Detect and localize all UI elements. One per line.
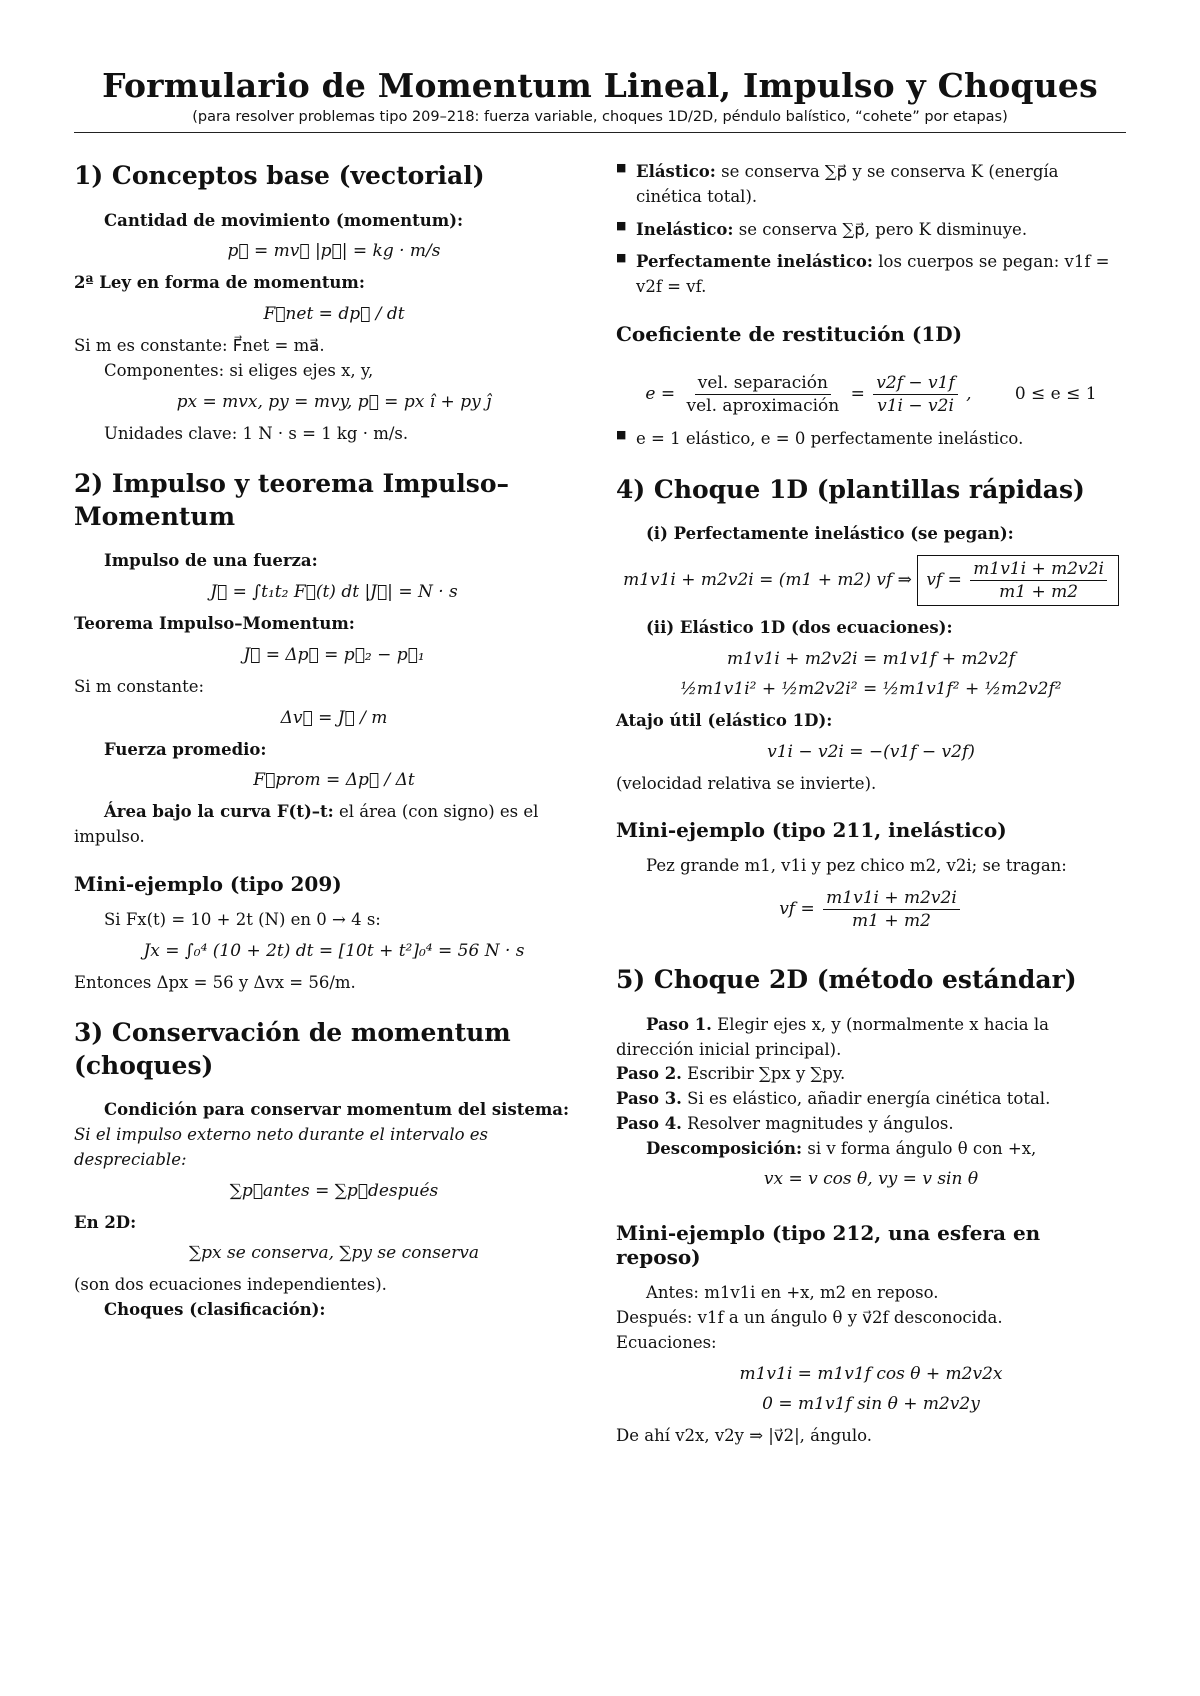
equation-delta-v: Δv⃗ = J⃗ / m (280, 707, 388, 728)
equation-example: vf = $\frac{m1v1i + m2v2i}{m1 + m2}$ (616, 887, 1126, 932)
right-column (616, 160, 1126, 1448)
paso-3: Paso 3. Si es elástico, añadir energía cinética total. (616, 1089, 1051, 1109)
equation-inelastico: m1v1i + m2v2i = (m1 + m2) vf ⇒ vf = $\frac{m1v1i + m2v2i}{m1 + m2}$ (616, 555, 1126, 606)
restitucion-list (616, 427, 1126, 452)
despues: Después: v1f a un ángulo θ y v⃗2f desconocida. (616, 1308, 1003, 1328)
document-header (74, 66, 1126, 125)
choques-clasificacion-list (616, 160, 1126, 300)
inelastico-label: (i) Perfectamente inelástico (se pegan): (646, 524, 1014, 544)
section-title: Coeficiente de restitución (1D) (616, 321, 963, 346)
equation-2d: ∑px se conserva, ∑py se conserva (189, 1243, 479, 1264)
document-subtitle: (para resolver problemas tipo 209–218: fuerza variable, choques 1D/2D, péndulo balístico, “cohete” por etapas) (192, 109, 1008, 125)
area-bajo-curva: Área bajo la curva F(t)–t: el área (con signo) es el impulso. (74, 802, 539, 846)
fuerza-promedio-label: Fuerza promedio: (104, 739, 267, 759)
section-mini-ejemplo-209 (74, 872, 594, 996)
si-m-constante: Si m es constante: F⃗net = ma⃗. (74, 336, 325, 355)
choques-label: Choques (clasificación): (104, 1300, 326, 1319)
componentes-label: Componentes: si eliges ejes x, y, (104, 360, 374, 380)
velocidad-relativa: (velocidad relativa se invierte). (616, 773, 877, 793)
header-rule (74, 132, 1126, 133)
paso-1: Paso 1. Elegir ejes x, y (normalmente x hacia la dirección inicial principal). (616, 1014, 1049, 1059)
list-item: ■ e = 1 elástico, e = 0 perfectamente inelástico. (636, 427, 1126, 452)
condicion-text: Si el impulso externo neto durante el intervalo es despreciable: (74, 1125, 489, 1169)
section-choque-1d (616, 474, 1126, 797)
elastico-label: (ii) Elástico 1D (dos ecuaciones): (646, 618, 953, 638)
section-mini-ejemplo-212 (616, 1221, 1126, 1448)
section-mini-ejemplo-211 (616, 818, 1126, 932)
equation-momentum: p⃗ = mv⃗ |p⃗| = kg · m/s (227, 241, 441, 262)
list-item: ■ Elástico: se conserva ∑p⃗ y se conserva K (energía cinética total). (636, 160, 1126, 210)
equation-componentes: px = mvx, py = mvy, p⃗ = px î + py ĵ (176, 391, 492, 412)
left-column (74, 160, 594, 1323)
atajo-label: Atajo útil (elástico 1D): (616, 710, 833, 730)
equation-restitucion: e = $\frac{\text{vel. separación}}{\text{vel. aproximación}}$ = $\frac{v2f - v1f}{v1i - v2i}$ , 0 ≤ e ≤ 1 (645, 372, 1097, 416)
equation-teorema: J⃗ = Δp⃗ = p⃗₂ − p⃗₁ (243, 644, 425, 665)
section-conservacion (74, 1017, 594, 1323)
unidades-clave: Unidades clave: 1 N · s = 1 kg · m/s. (104, 423, 409, 443)
section-title: 3) Conservación de momentum (choques) (74, 1018, 511, 1080)
paso-2: Paso 2. Escribir ∑px y ∑py. (616, 1064, 846, 1084)
en-2d-label: En 2D: (74, 1212, 137, 1232)
si-m-constante-2: Si m constante: (74, 676, 205, 696)
dos-ecuaciones: (son dos ecuaciones independientes). (74, 1275, 387, 1295)
ecuaciones-label: Ecuaciones: (616, 1332, 717, 1352)
equation-fnet: F⃗net = dp⃗ / dt (263, 304, 405, 324)
section-title: 1) Conceptos base (vectorial) (74, 161, 485, 190)
equation-impulso: J⃗ = ∫t₁t₂ F⃗(t) dt |J⃗| = N · s (210, 582, 458, 602)
document-title: Formulario de Momentum Lineal, Impulso y Choques (102, 66, 1098, 105)
equation-fuerza-promedio: F⃗prom = Δp⃗ / Δt (253, 770, 415, 791)
example-line: Si Fx(t) = 10 + 2t (N) en 0 → 4 s: (104, 909, 381, 929)
ley-label: 2ª Ley en forma de momentum: (74, 273, 365, 293)
equation-elastico-momentum: m1v1i + m2v2i = m1v1f + m2v2f (726, 648, 1016, 669)
antes: Antes: m1v1i en +x, m2 en reposo. (646, 1283, 939, 1303)
condicion-label: Condición para conservar momentum del sistema: (104, 1100, 570, 1120)
equation-conservacion: ∑p⃗antes = ∑p⃗después (229, 1180, 439, 1201)
paso-4: Paso 4. Resolver magnitudes y ángulos. (616, 1113, 954, 1133)
equation-elastico-energia: ½m1v1i² + ½m2v2i² = ½m1v1f² + ½m2v2f² (680, 678, 1062, 699)
boxed-result: vf = $\frac{m1v1i + m2v2i}{m1 + m2}$ (917, 555, 1119, 606)
descomposicion: Descomposición: si v forma ángulo θ con +x, (646, 1138, 1037, 1158)
section-title: Mini-ejemplo (tipo 209) (74, 871, 342, 896)
list-item: ■ Perfectamente inelástico: los cuerpos se pegan: v1f = v2f = vf. (636, 250, 1126, 300)
section-title: 5) Choque 2D (método estándar) (616, 965, 1077, 995)
momentum-label: Cantidad de movimiento (momentum): (104, 210, 464, 230)
equation-example: Jx = ∫₀⁴ (10 + 2t) dt = [10t + t²]₀⁴ = 56 N · s (143, 940, 525, 961)
impulso-label: Impulso de una fuerza: (104, 551, 318, 571)
equation-2d-y: 0 = m1v1f sin θ + m2v2y (762, 1393, 980, 1414)
equation-2d-x: m1v1i = m1v1f cos θ + m2v2x (739, 1363, 1003, 1384)
section-title: Mini-ejemplo (tipo 211, inelástico) (616, 818, 1007, 843)
section-conceptos-base (74, 160, 594, 446)
section-title: 4) Choque 1D (plantillas rápidas) (616, 474, 1085, 504)
section-title: Mini-ejemplo (tipo 212, una esfera en reposo) (616, 1221, 1041, 1270)
list-item: ■ Inelástico: se conserva ∑p⃗, pero K disminuye. (636, 218, 1126, 243)
section-coeficiente (616, 322, 1126, 452)
section-impulso (74, 468, 594, 850)
equation-descomposicion: vx = v cos θ, vy = v sin θ (763, 1169, 979, 1190)
example-result: Entonces Δpx = 56 y Δvx = 56/m. (74, 972, 356, 992)
teorema-label: Teorema Impulso–Momentum: (74, 614, 355, 633)
conclusion: De ahí v2x, v2y ⇒ |v⃗2|, ángulo. (616, 1425, 872, 1445)
equation-atajo: v1i − v2i = −(v1f − v2f) (767, 741, 975, 762)
section-title: 2) Impulso y teorema Impulso–Momentum (74, 469, 510, 531)
example-line: Pez grande m1, v1i y pez chico m2, v2i; se tragan: (646, 856, 1067, 876)
section-choque-2d (616, 964, 1126, 1189)
